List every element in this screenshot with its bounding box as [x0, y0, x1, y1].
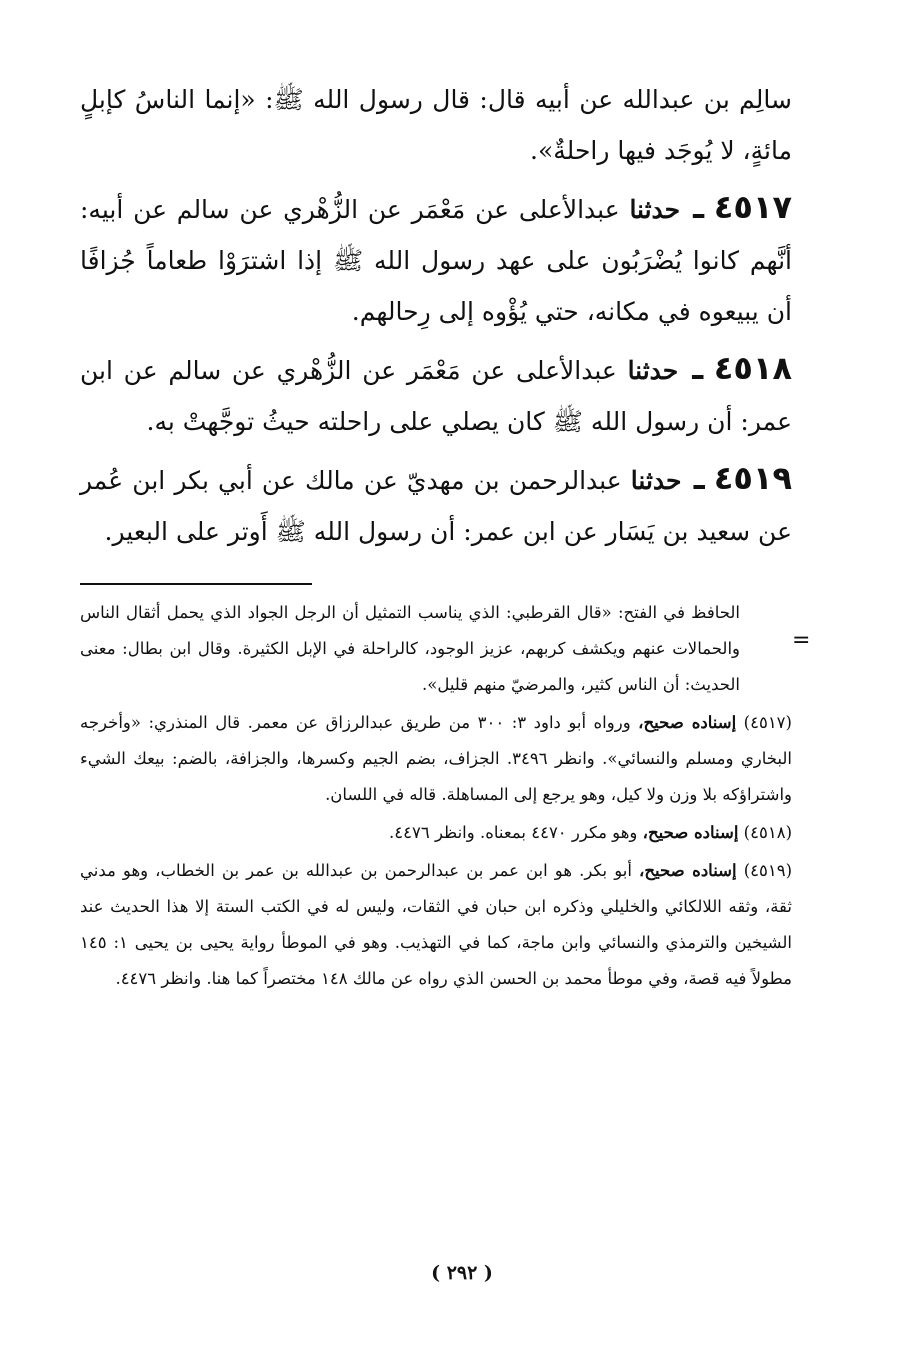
- footnotes: [80, 595, 792, 997]
- footnote-continuation: الحافظ في الفتح: «قال القرطبي: الذي يناسب التمثيل أن الرجل الجواد الذي يحمل أثقال الناس والحمالات عنهم ويكشف كربهم، عزيز الوجود، كالراحلة في الإبل الكثيرة. وقال ابن بطال: معنى الحديث: أن الناس كثير، والمرضيّ منهم قليل».: [80, 603, 740, 694]
- footnote-ref: (٤٥١٧): [743, 713, 792, 732]
- hadith-text: عبدالأعلى عن مَعْمَر عن الزُّهْري عن سالم عن أبيه: أنَّهم كانوا يُضْرَبُون على عهد رسول الله ﷺ إذا اشترَوْا طعاماً جُزافًا أن يبيعوه في مكانه، حتي يُؤْوه إلى رِحالهم.: [80, 195, 792, 326]
- main-text: [80, 74, 792, 557]
- page-body: [80, 74, 792, 997]
- hadith-text: عبدالرحمن بن مهديّ عن مالك عن أبي بكر ابن عُمر عن سعيد بن يَسَار عن ابن عمر: أن رسول الله ﷺ أَوتر على البعير.: [80, 466, 792, 546]
- hadith-4517: [80, 182, 792, 337]
- footnote-divider: [80, 583, 312, 585]
- footnote-grade: إسناده صحيح،: [642, 823, 739, 842]
- footnote-4517: [80, 705, 792, 813]
- hadith-keyword: حدثنا: [629, 195, 681, 224]
- hadith-number: ٤٥١٧: [713, 188, 792, 226]
- footnote-ref: (٤٥١٨): [743, 823, 792, 842]
- footnote-grade: إسناده صحيح،: [638, 713, 737, 732]
- hadith-continuation: سالِم بن عبدالله عن أبيه قال: قال رسول الله ﷺ: «إنما الناسُ كإبلٍ مائةٍ، لا يُوجَد فيها راحلةٌ».: [80, 85, 792, 165]
- hadith-keyword: حدثنا: [630, 466, 682, 495]
- footnote-grade: إسناده صحيح،: [639, 861, 737, 880]
- hadith-dash: ـ: [680, 188, 705, 226]
- continuation-mark: =: [792, 628, 811, 653]
- hadith-4519: [80, 453, 792, 557]
- footnote-text: أبو بكر. هو ابن عمر بن عبدالرحمن بن عبدالله بن عمر بن الخطاب، وهو مدني ثقة، وثقه اللالكائي والخليلي وذكره ابن حبان في الثقات، وليس له في الكتب الستة إلا هذا الحديث عند الشيخين والترمذي والنسائي وابن ماجة، كما في التهذيب. وهو في الموطأ رواية يحيى بن يحيى ١: ١٤٥ مطولاً فيه قصة، وفي موطأ محمد بن الحسن الذي رواه عن مالك ١٤٨ مختصراً كما هنا. وانظر ٤٤٧٦.: [80, 861, 793, 988]
- page-number: ( ٢٩٢ ): [431, 1262, 493, 1284]
- hadith-number: ٤٥١٩: [713, 459, 793, 497]
- footnote-text: وهو مكرر ٤٤٧٠ بمعناه. وانظر ٤٤٧٦.: [389, 823, 638, 842]
- hadith-number: ٤٥١٨: [713, 349, 792, 387]
- hadith-4518: [80, 343, 792, 447]
- hadith-dash: ـ: [681, 459, 705, 497]
- footnote-text: ورواه أبو داود ٣: ٣٠٠ من طريق عبدالرزاق عن معمر. قال المنذري: «وأخرجه البخاري ومسلم والنسائي». وانظر ٣٤٩٦. الجزاف، بضم الجيم وكسرها، والجزافة، بالضم: بيعك الشيء واشتراؤكه بلا وزن ولا كيل، وهو يرجع إلى المساهلة. قاله في اللسان.: [80, 713, 792, 804]
- hadith-keyword: حدثنا: [627, 356, 679, 385]
- footnote-4519: [80, 853, 792, 997]
- hadith-dash: ـ: [678, 349, 704, 387]
- hadith-text: عبدالأعلى عن مَعْمَر عن الزُّهْري عن سالم عن ابن عمر: أن رسول الله ﷺ كان يصلي على راحلته حيثُ توجَّهتْ به.: [80, 356, 792, 436]
- footnote-4518: [80, 815, 792, 851]
- footnote-ref: (٤٥١٩): [743, 861, 793, 880]
